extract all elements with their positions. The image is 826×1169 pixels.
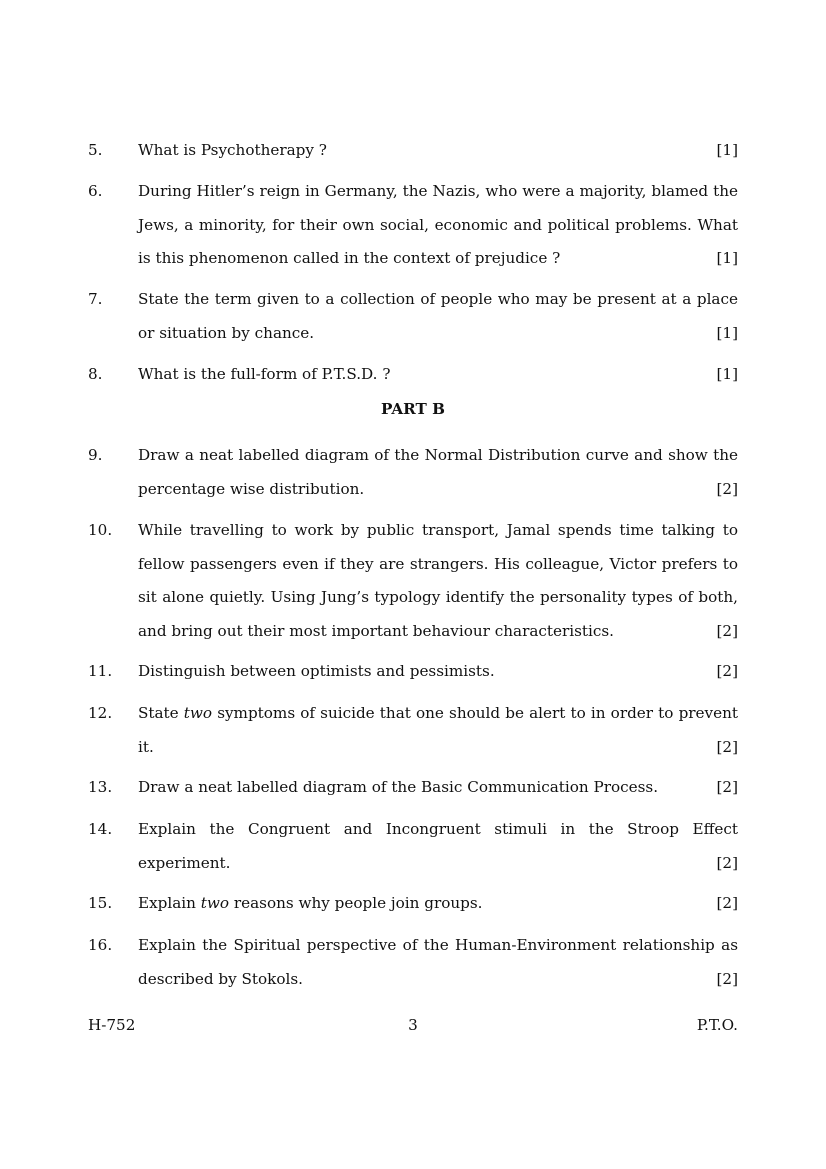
question-text: Explain the Spiritual perspective of the Human-Environment relationship as described by Stokols. — [138, 936, 738, 988]
question-15 — [88, 887, 738, 921]
question-number: 8. — [88, 365, 103, 383]
question-text: State the term given to a collection of people who may be present at a place or situation by chance. — [138, 290, 738, 342]
question-10 — [88, 514, 738, 648]
question-11 — [88, 655, 738, 689]
question-16 — [88, 929, 738, 996]
question-12 — [88, 697, 738, 764]
question-number: 16. — [88, 936, 113, 954]
question-text: Draw a neat labelled diagram of the Basic Communication Process. — [138, 778, 659, 796]
question-text: Explain the Congruent and Incongruent stimuli in the Stroop Effect experiment. — [138, 820, 738, 872]
question-marks: [2] — [716, 969, 738, 988]
question-marks: [2] — [716, 778, 738, 796]
question-14 — [88, 813, 738, 880]
question-number: 11. — [88, 662, 113, 680]
question-text: What is the full-form of P.T.S.D. ? — [138, 365, 391, 383]
question-number: 9. — [88, 446, 103, 464]
question-number: 14. — [88, 820, 113, 838]
question-marks: [1] — [716, 323, 738, 342]
page-number: 3 — [408, 1016, 418, 1034]
question-text: Draw a neat labelled diagram of the Normal Distribution curve and show the percentage wise distribution. — [138, 446, 738, 498]
question-number: 7. — [88, 290, 103, 308]
question-marks: [1] — [716, 141, 738, 159]
question-6 — [88, 175, 738, 276]
question-number: 13. — [88, 778, 113, 796]
question-13 — [88, 771, 738, 805]
question-text: During Hitler’s reign in Germany, the Nazis, who were a majority, blamed the Jews, a minority, for their own social, economic and political problems. What is this phenomenon called in the context of prejudice ? — [138, 182, 738, 267]
question-marks: [2] — [716, 662, 738, 680]
question-text: Distinguish between optimists and pessimists. — [138, 662, 495, 680]
question-marks: [2] — [716, 479, 738, 498]
question-text-emphasis: two — [183, 704, 213, 722]
question-marks: [2] — [716, 853, 738, 872]
part-b-heading: PART B — [381, 400, 445, 418]
question-text-before: State — [138, 704, 179, 722]
question-text: While travelling to work by public transport, Jamal spends time talking to fellow passengers even if they are strangers. His colleague, Victor prefers to sit alone quietly. Using Jung’s typology identify the personality types of both, and bring out their most important behaviour characteristics. — [138, 521, 738, 640]
question-text: What is Psychotherapy ? — [138, 141, 327, 159]
question-marks: [2] — [716, 621, 738, 640]
question-marks: [2] — [716, 737, 738, 756]
paper-code: H-752 — [88, 1016, 136, 1034]
question-7 — [88, 283, 738, 350]
question-text-before: Explain — [138, 894, 196, 912]
question-number: 10. — [88, 521, 113, 539]
question-9 — [88, 439, 738, 506]
question-number: 12. — [88, 704, 113, 722]
question-8 — [88, 358, 738, 392]
question-text-after: reasons why people join groups. — [233, 894, 483, 912]
question-marks: [1] — [716, 249, 738, 267]
question-number: 15. — [88, 894, 113, 912]
question-marks: [2] — [716, 894, 738, 912]
question-number: 5. — [88, 141, 103, 159]
question-marks: [1] — [716, 365, 738, 383]
question-text-emphasis: two — [200, 894, 230, 912]
question-5 — [88, 134, 738, 168]
please-turn-over: P.T.O. — [696, 1016, 738, 1034]
question-number: 6. — [88, 182, 103, 200]
question-text-after: symptoms of suicide that one should be alert to in order to prevent it. — [138, 704, 738, 756]
